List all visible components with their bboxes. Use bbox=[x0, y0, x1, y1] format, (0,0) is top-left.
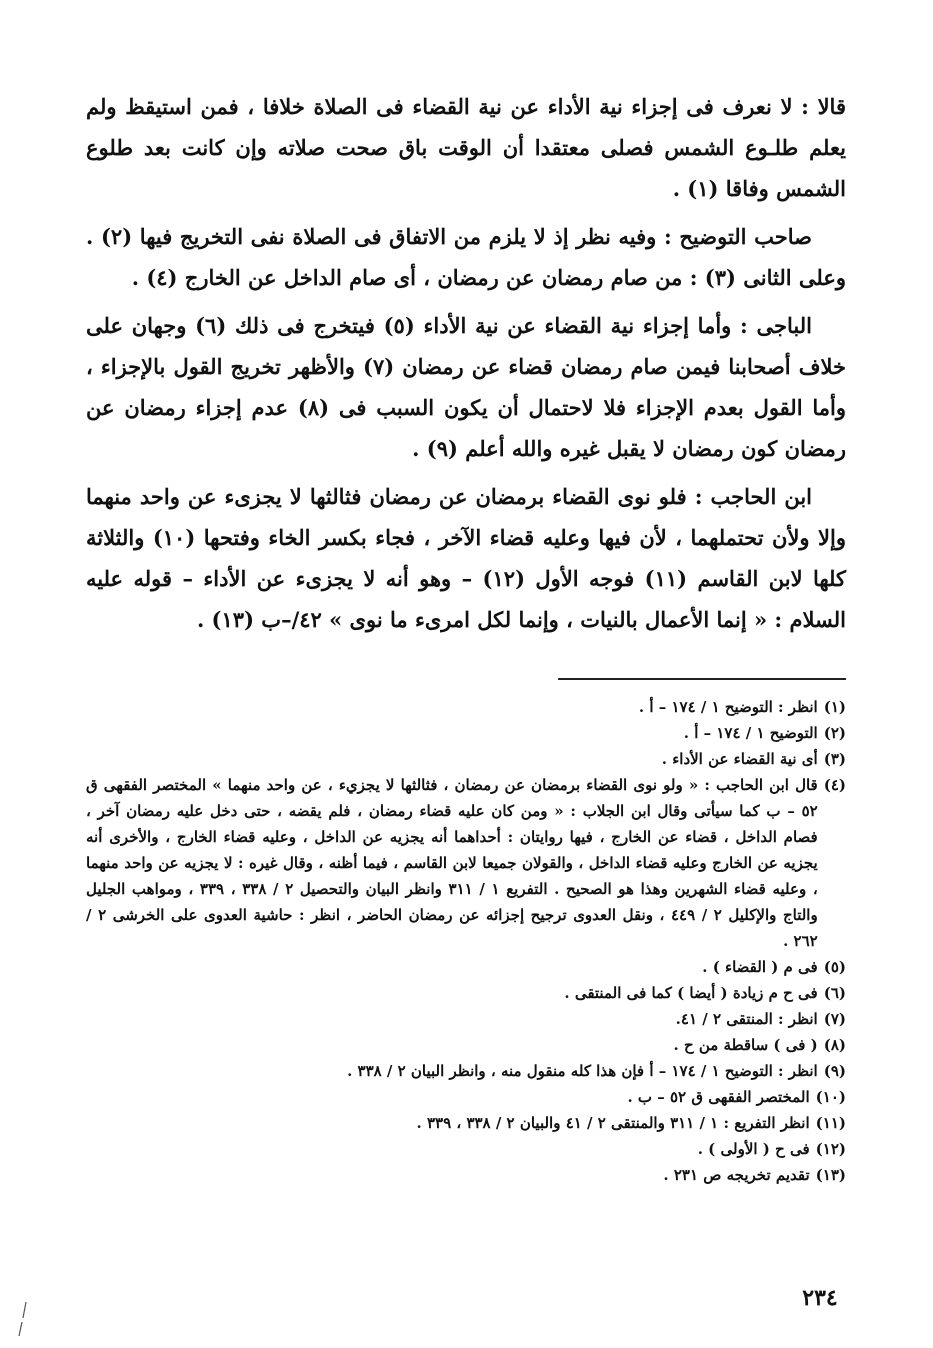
footnote bbox=[86, 720, 846, 746]
footnote-text: فى ح م زيادة ( أيضا ) كما فى المنتقى . bbox=[564, 984, 818, 1002]
footnote-number: (٦) bbox=[823, 984, 846, 1002]
footnote-text: قال ابن الحاجب : « ولو نوى القضاء برمضان عن رمضان ، فثالثها لا يجزيء ، عن واحد منهما » المختصر الفقهى ق ٥٢ – ب كما سيأتى وقال ابن الجلاب : « ومن كان عليه قضاء رمضان ، فلم يقضه ، حتى دخل عليه رمضان آخر ، فصام الداخل ، قضاء عن الخارج ، فيها روايتان : أحداهما أنه يجزيه عن الداخل ، وعليه قضاء الخارج ، والأخرى أنه يجزيه عن الخارج وعليه قضاء الداخل ، والقولان جميعا لابن القاسم ، فيما أظنه ، وقال غيره : لا يجزيه عن واحد منهما ، وعليه قضاء الشهرين وهذا هو الصحيح . التفريع ١ / ٣١١ وانظر البيان والتحصيل ٢ / ٣٣٨ ، ٣٣٩ ، ومواهب الجليل والتاج والإكليل ٢ / ٤٤٩ ، ونقل العدوى ترجيح إجزائه عن رمضان الحاضر ، انظر : حاشية العدوى على الخرشى ٢ / ٢٦٢ . bbox=[86, 776, 818, 950]
footnote-text: تقديم تخريجه ص ٢٣١ . bbox=[663, 1166, 810, 1184]
footnote bbox=[86, 1136, 846, 1162]
paragraph-2: صاحب التوضيح : وفيه نظر إذ لا يلزم من الاتفاق فى الصلاة نفى التخريج فيها (٢) . وعلى الثانى (٣) : من صام رمضان عن رمضان ، أى صام الداخل عن الخارج (٤) . bbox=[86, 224, 846, 290]
page-body bbox=[86, 86, 846, 1188]
paragraph-3: الباجى : وأما إجزاء نية القضاء عن نية الأداء (٥) فيتخرج فى ذلك (٦) وجهان على خلاف أصحابنا فيمن صام رمضان قضاء عن رمضان (٧) والأظهر تخريج القول بالإجزاء ، وأما القول بعدم الإجزاء فلا لاحتمال أن يكون السبب فى (٨) عدم إجزاء رمضان عن رمضان كون رمضان لا يقبل غيره والله أعلم (٩) . bbox=[86, 313, 846, 461]
footnote bbox=[86, 1006, 846, 1032]
footnote-number: (١) bbox=[823, 698, 846, 716]
footnote bbox=[86, 746, 846, 772]
footnote bbox=[86, 954, 846, 980]
footnote-text: فى ح ( الأولى ) . bbox=[697, 1140, 810, 1158]
footnote-text: المختصر الفقهى ق ٥٢ – ب . bbox=[627, 1088, 810, 1106]
footnote-number: (١٠) bbox=[815, 1088, 846, 1106]
main-text bbox=[86, 86, 846, 640]
footnote-text: أى نية القضاء عن الأداء . bbox=[661, 750, 818, 768]
paragraph-4: ابن الحاجب : فلو نوى القضاء برمضان عن رمضان فثالثها لا يجزىء عن واحد منهما وإلا ولأن تحتملهما ، لأن فيها وعليه قضاء الآخر ، فجاء بكسر الخاء وفتحها (١٠) والثلاثة كلها لابن القاسم (١١) فوجه الأول (١٢) – وهو أنه لا يجزىء عن الأداء – قوله عليه السلام : « إنما الأعمال بالنيات ، وإنما لكل امرىء ما نوى » ٤٢/–ب (١٣) . bbox=[86, 484, 847, 632]
footnote bbox=[86, 1162, 846, 1188]
footnote-number: (١٢) bbox=[815, 1140, 846, 1158]
footnote-text: انظر : التوضيح ١ / ١٧٤ – أ فإن هذا كله منقول منه ، وانظر البيان ٢ / ٣٣٨ . bbox=[347, 1062, 818, 1080]
footnote-number: (٢) bbox=[823, 724, 846, 742]
footnote-text: انظر التفريع : ١ / ٣١١ والمنتقى ٢ / ٤١ والبيان ٢ / ٣٣٨ ، ٣٣٩ . bbox=[416, 1114, 810, 1132]
footnote-text: انظر : التوضيح ١ / ١٧٤ – أ . bbox=[638, 698, 818, 716]
footnote bbox=[86, 1058, 846, 1084]
footnote-text: انظر : المنتقى ٢ / ٤١. bbox=[675, 1010, 818, 1028]
footnote-number: (٩) bbox=[823, 1062, 846, 1080]
footnote-number: (٥) bbox=[823, 958, 846, 976]
footnote-number: (٨) bbox=[823, 1036, 846, 1054]
footnote-text: التوضيح ١ / ١٧٤ – أ . bbox=[683, 724, 818, 742]
footnote bbox=[86, 694, 846, 720]
footnote-text: فى م ( القضاء ) . bbox=[702, 958, 818, 976]
footnote-divider bbox=[558, 678, 846, 680]
footnote-number: (٤) bbox=[823, 776, 846, 794]
footnote bbox=[86, 1084, 846, 1110]
footnote bbox=[86, 772, 846, 954]
footnote-number: (٣) bbox=[823, 750, 846, 768]
scan-mark-icon bbox=[14, 1300, 34, 1340]
footnote bbox=[86, 1110, 846, 1136]
footnote-number: (٧) bbox=[823, 1010, 846, 1028]
footnote bbox=[86, 980, 846, 1006]
footnote-number: (١١) bbox=[815, 1114, 846, 1132]
footnote bbox=[86, 1032, 846, 1058]
paragraph-1: قالا : لا نعرف فى إجزاء نية الأداء عن نية القضاء فى الصلاة خلافا ، فمن استيقظ ولم يعلم طلـوع الشمس فصلى معتقدا أن الوقت باق صحت صلاته وإن كانت بعد طلوع الشمس وفاقا (١) . bbox=[86, 94, 846, 201]
footnote-text: ( فى ) ساقطة من ح . bbox=[673, 1036, 818, 1054]
footnote-number: (١٣) bbox=[815, 1166, 846, 1184]
page-number: ٢٣٤ bbox=[802, 1285, 838, 1311]
footnotes bbox=[86, 694, 846, 1188]
